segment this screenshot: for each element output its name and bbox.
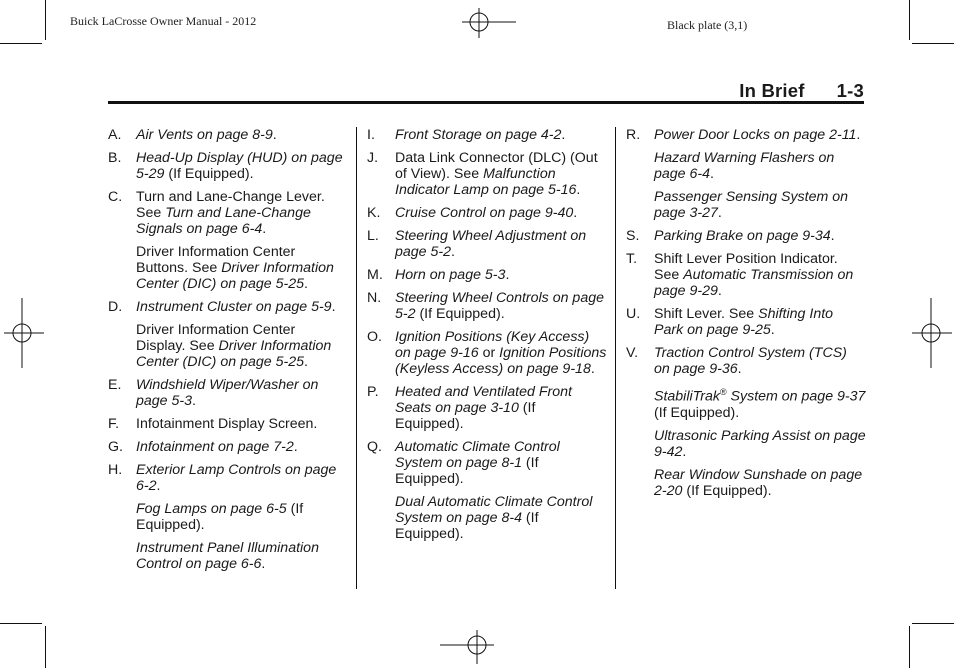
entry-fragment: Data Link Connector (DLC) (Out of View). See (395, 150, 598, 182)
entry-letter: S. (626, 228, 640, 244)
entry-text (136, 501, 348, 533)
entry-text (395, 150, 607, 198)
page-reference[interactable]: Ultrasonic Parking Assist on page 9-42 (654, 427, 866, 460)
entry-fragment: . (331, 299, 336, 315)
entry-text (136, 189, 348, 237)
entry-letter: J. (367, 150, 379, 166)
entry-text (136, 377, 348, 409)
legend-entry (626, 428, 866, 460)
legend-column-1 (108, 127, 348, 579)
entry-fragment: . (856, 127, 861, 143)
page-reference[interactable]: Automatic Climate Control System on page 8-1 (395, 439, 560, 471)
entry-letter: F. (108, 416, 120, 432)
legend-column-2 (367, 127, 607, 549)
entry-text (654, 306, 866, 338)
page-reference[interactable]: Cruise Control on page 9-40 (395, 205, 574, 221)
entry-text (654, 251, 866, 299)
crop-mark (909, 626, 910, 668)
entry-text (136, 244, 348, 292)
column-divider (615, 127, 616, 589)
legend-entry (626, 251, 866, 299)
entry-text (654, 345, 866, 377)
page-reference[interactable]: Shifting Into Park on page 9-25 (654, 306, 834, 338)
legend-entry (367, 439, 607, 487)
legend-entry (108, 439, 348, 455)
entry-fragment: . (770, 322, 775, 338)
entry-text (136, 439, 348, 455)
page-reference[interactable]: Turn and Lane-Change Signals on page 6-4 (136, 205, 311, 237)
entry-fragment: . (682, 443, 687, 460)
page-reference[interactable]: Ignition Positions (Keyless Access) on page 9-18 (395, 345, 607, 377)
entry-fragment: ® (719, 387, 727, 397)
entry-fragment: . (717, 283, 722, 299)
legend-entry (367, 329, 607, 377)
entry-text (395, 127, 607, 143)
page-number: 1-3 (836, 80, 864, 101)
entry-fragment: Shift Lever. See (654, 306, 759, 322)
entry-fragment: (If Equipped). (415, 306, 505, 322)
page-reference[interactable]: Driver Information Center (DIC) on page 5-25 (136, 338, 332, 370)
manual-title: Buick LaCrosse Owner Manual - 2012 (70, 14, 257, 28)
entry-text (654, 189, 866, 221)
entry-fragment: (If Equipped). (395, 510, 539, 542)
legend-entry (108, 322, 348, 370)
entry-fragment: Driver Information Center Display. See (136, 322, 296, 354)
page-reference[interactable]: Fog Lamps on page 6-5 (136, 501, 287, 517)
legend-entry (108, 462, 348, 494)
legend-entry (367, 494, 607, 542)
page-reference[interactable]: Malfunction Indicator Lamp on page 5-16 (395, 166, 577, 198)
entry-letter: C. (108, 189, 123, 205)
entry-text (654, 127, 866, 143)
entry-letter: Q. (367, 439, 382, 455)
page-reference[interactable]: Windshield Wiper/Washer on page 5-3 (136, 377, 319, 409)
legend-entry (367, 228, 607, 260)
section-header (739, 80, 864, 102)
entry-text (395, 494, 607, 542)
legend-entry (626, 467, 866, 499)
entry-fragment: . (293, 439, 298, 455)
legend-entry (626, 384, 866, 421)
entry-letter: A. (108, 127, 122, 143)
legend-entry (367, 127, 607, 143)
legend-entry (108, 244, 348, 292)
entry-letter: D. (108, 299, 123, 315)
entry-fragment: . (261, 556, 266, 572)
entry-letter: E. (108, 377, 122, 393)
entry-fragment: . (262, 221, 267, 237)
entry-fragment: . (830, 228, 835, 244)
entry-letter: N. (367, 290, 382, 306)
plate-label: Black plate (3,1) (667, 18, 748, 32)
entry-fragment: . (590, 361, 595, 377)
entry-text (654, 428, 866, 460)
registration-mark-icon (462, 8, 516, 38)
page-reference[interactable]: Parking Brake on page 9-34 (654, 228, 831, 244)
legend-entry (367, 267, 607, 283)
page-reference[interactable]: Power Door Locks on page 2-11 (654, 127, 857, 143)
legend-entry (367, 150, 607, 198)
page-reference[interactable]: Front Storage on page 4-2 (395, 127, 562, 143)
entry-text (136, 150, 348, 182)
entry-fragment: . (717, 205, 722, 221)
entry-fragment: Turn and Lane-Change Lever. See (136, 189, 325, 221)
legend-entry (626, 306, 866, 338)
crop-mark (45, 626, 46, 668)
entry-fragment: or (478, 345, 500, 361)
entry-fragment: . (573, 205, 578, 221)
legend-entry (108, 540, 348, 572)
entry-text (136, 462, 348, 494)
entry-letter: V. (626, 345, 639, 361)
legend-entry (626, 127, 866, 143)
entry-fragment: . (303, 354, 308, 370)
entry-fragment: . (192, 393, 196, 409)
entry-text (136, 416, 348, 432)
entry-fragment: . (576, 182, 581, 198)
registration-mark-icon (912, 298, 952, 368)
page-reference[interactable]: Instrument Panel Illumination Control on page 6-6 (136, 540, 319, 572)
entry-letter: K. (367, 205, 381, 221)
legend-entry (367, 205, 607, 221)
crop-mark (0, 43, 42, 44)
page-reference[interactable]: Ignition Positions (Key Access) on page 9-16 (395, 329, 590, 361)
entry-text (654, 467, 866, 499)
entry-fragment: . (561, 127, 566, 143)
entry-fragment: . (710, 166, 714, 182)
page-reference[interactable]: Exterior Lamp Controls on page 6-2 (136, 462, 337, 494)
crop-mark (0, 623, 42, 624)
entry-letter: P. (367, 384, 379, 400)
entry-fragment: . (272, 127, 277, 143)
entry-text (654, 384, 866, 421)
page-reference[interactable]: Automatic Transmission on page 9-29 (654, 267, 854, 299)
entry-text (136, 299, 348, 315)
page-reference[interactable]: Passenger Sensing System on page 3-27 (654, 189, 849, 221)
entry-fragment: . (451, 244, 455, 260)
entry-letter: U. (626, 306, 641, 322)
entry-text (136, 322, 348, 370)
entry-text (654, 150, 866, 182)
entry-fragment: (If Equipped). (654, 404, 740, 421)
entry-fragment: Infotainment Display Screen. (136, 416, 318, 432)
entry-text (395, 290, 607, 322)
entry-fragment: Shift Lever Position Indicator. See (654, 251, 838, 283)
crop-mark (909, 0, 910, 40)
page-reference[interactable]: Hazard Warning Flashers on page 6-4 (654, 150, 835, 182)
registration-mark-icon (4, 298, 44, 368)
entry-letter: T. (626, 251, 638, 267)
entry-letter: R. (626, 127, 641, 143)
page-reference[interactable]: Steering Wheel Controls on page 5-2 (395, 290, 604, 322)
entry-fragment: . (505, 267, 510, 283)
entry-text (136, 540, 348, 572)
legend-entry (108, 150, 348, 182)
legend-entry (108, 416, 348, 432)
entry-letter: O. (367, 329, 382, 345)
page-reference[interactable]: Head-Up Display (HUD) on page 5-29 (136, 150, 343, 182)
legend-entry (626, 345, 866, 377)
legend-entry (108, 501, 348, 533)
entry-fragment: . (303, 276, 308, 292)
page-reference[interactable]: Infotainment on page 7-2 (136, 439, 294, 455)
column-divider (356, 127, 357, 589)
legend-entry (108, 377, 348, 409)
registration-mark-icon (440, 630, 494, 664)
entry-text (395, 384, 607, 432)
legend-entry (108, 189, 348, 237)
page-reference[interactable]: Steering Wheel Adjustment on page 5-2 (395, 228, 587, 260)
entry-letter: H. (108, 462, 123, 478)
entry-fragment: (If Equipped). (682, 482, 772, 499)
legend-entry (367, 290, 607, 322)
crop-mark (912, 43, 954, 44)
entry-fragment: Driver Information Center Buttons. See (136, 244, 296, 276)
entry-text (395, 205, 607, 221)
entry-fragment: (If Equipped). (164, 166, 254, 182)
legend-column-3 (626, 127, 866, 506)
crop-mark (912, 623, 954, 624)
legend-entry (626, 228, 866, 244)
entry-fragment: . (737, 361, 742, 377)
page-reference[interactable]: Dual Automatic Climate Control System on page 8-4 (395, 494, 593, 526)
entry-text (395, 439, 607, 487)
entry-text (395, 329, 607, 377)
legend-entry (626, 189, 866, 221)
entry-fragment: . (156, 478, 161, 494)
entry-text (395, 267, 607, 283)
entry-fragment: (If Equipped). (136, 501, 304, 533)
entry-text (654, 228, 866, 244)
entry-letter: B. (108, 150, 122, 166)
entry-text (395, 228, 607, 260)
entry-fragment: (If Equipped). (395, 455, 539, 487)
legend-entry (108, 127, 348, 143)
entry-letter: M. (367, 267, 383, 283)
page-reference[interactable]: Rear Window Sunshade on page 2-20 (654, 466, 863, 499)
page-reference[interactable]: Traction Control System (TCS) on page 9-36 (654, 345, 847, 377)
page-reference[interactable]: Horn on page 5-3 (395, 267, 506, 283)
page-reference[interactable]: Instrument Cluster on page 5-9 (136, 299, 332, 315)
legend-entry (626, 150, 866, 182)
entry-letter: L. (367, 228, 379, 244)
entry-letter: I. (367, 127, 375, 143)
legend-entry (108, 299, 348, 315)
section-title: In Brief (739, 80, 805, 101)
page-reference[interactable]: System on page 9-37 (726, 388, 866, 405)
legend-entry (367, 384, 607, 432)
crop-mark (45, 0, 46, 40)
entry-fragment: (If Equipped). (395, 400, 536, 432)
entry-text (136, 127, 348, 143)
page-reference[interactable]: Driver Information Center (DIC) on page 5-25 (136, 260, 334, 292)
page-reference[interactable]: StabiliTrak (654, 388, 720, 405)
header-rule (108, 101, 864, 104)
page-reference[interactable]: Air Vents on page 8-9 (136, 127, 273, 143)
entry-letter: G. (108, 439, 123, 455)
page-reference[interactable]: Heated and Ventilated Front Seats on page 3-10 (395, 384, 572, 416)
